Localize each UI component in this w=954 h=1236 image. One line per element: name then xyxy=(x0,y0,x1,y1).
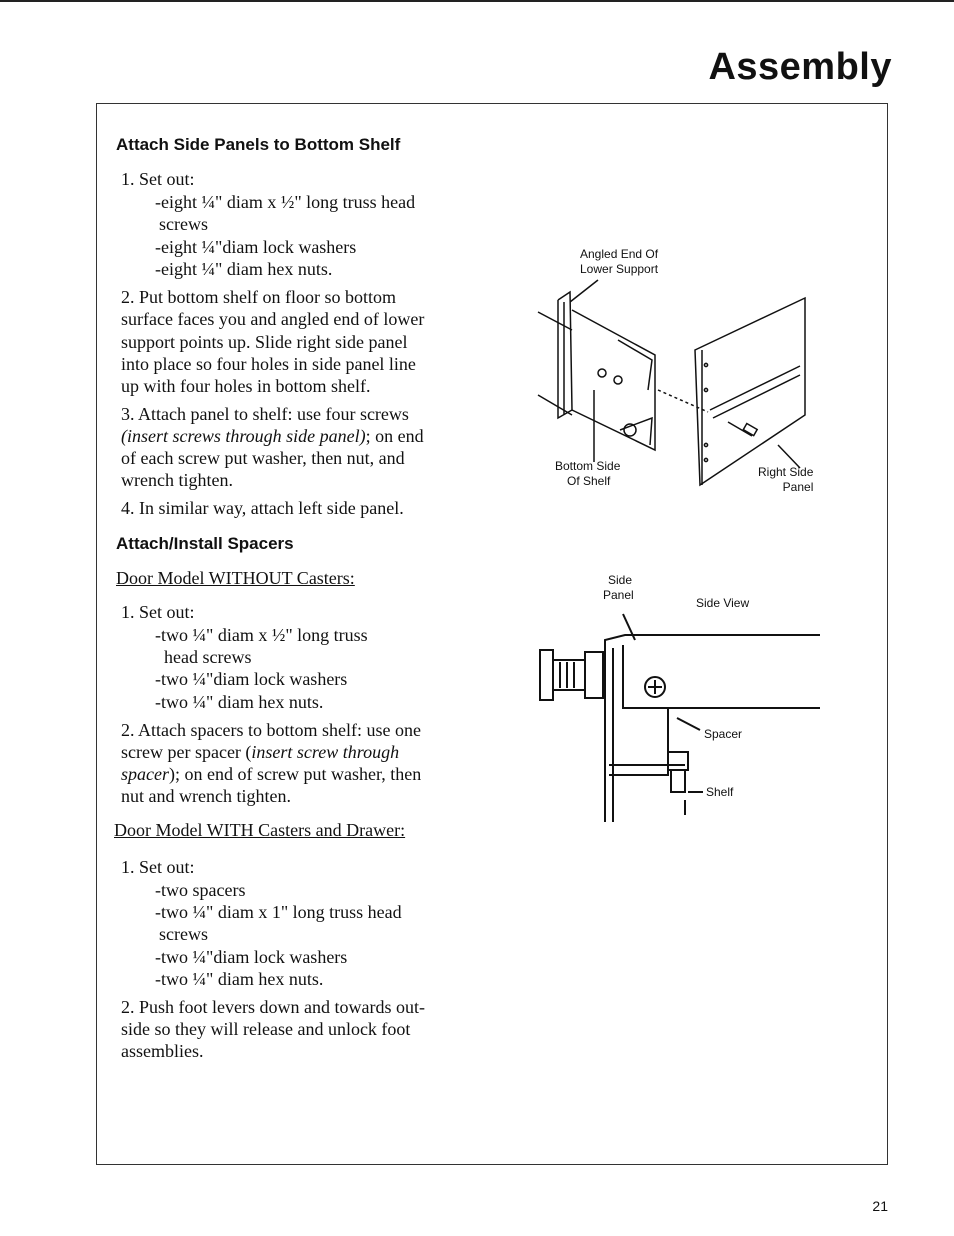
page-number: 21 xyxy=(872,1198,888,1214)
label-line: Right Side xyxy=(758,465,814,479)
item-text: -two ¼" diam x 1" long truss head xyxy=(155,902,402,922)
item-text: -two ¼"diam lock washers xyxy=(155,947,348,967)
step-2-line: nut and wrench tighten. xyxy=(121,786,291,806)
label-side-view: Side View xyxy=(696,596,750,610)
step-2-line: assemblies. xyxy=(121,1041,204,1061)
step-2-line: surface faces you and angled end of lower xyxy=(121,309,425,329)
label-bottom-side xyxy=(555,459,620,489)
figure-spacer-side-view xyxy=(535,600,825,830)
label-line: Side xyxy=(608,573,633,587)
step-2-line: into place so four holes in side panel line xyxy=(121,354,416,374)
item-text: -two ¼" diam x ½" long truss xyxy=(155,625,368,645)
label-side-panel xyxy=(603,573,634,603)
step-3-rest: ; on end xyxy=(365,426,424,446)
step-3-line: of each screw put washer, then nut, and xyxy=(121,448,405,468)
step-2-line: support points up. Slide right side panel xyxy=(121,332,408,352)
step-3-line: 3. Attach panel to shelf: use four screws xyxy=(121,404,409,424)
step-1-text: 1. Set out: xyxy=(121,857,195,877)
label-line: Lower Support xyxy=(580,262,659,276)
item-text: -eight ¼" diam hex nuts. xyxy=(155,259,333,279)
item-text: -two ¼" diam hex nuts. xyxy=(155,692,324,712)
label-spacer: Spacer xyxy=(704,727,743,741)
step-2-line xyxy=(121,741,399,764)
step-2-line: 2. Push foot levers down and towards out- xyxy=(121,997,425,1017)
label-line: Angled End Of xyxy=(580,247,659,261)
item-text: -two ¼"diam lock washers xyxy=(155,669,348,689)
step-1-text: 1. Set out: xyxy=(121,602,195,622)
item-text: -two ¼" diam hex nuts. xyxy=(155,969,324,989)
section-heading-spacers: Attach/Install Spacers xyxy=(116,534,294,553)
step-1-text: 1. Set out: xyxy=(121,169,195,189)
step-3-line xyxy=(121,425,424,448)
step-4-text: 4. In similar way, attach left side panel. xyxy=(121,498,404,518)
item-text: -two spacers xyxy=(155,880,246,900)
step-2-line: 2. Attach spacers to bottom shelf: use one xyxy=(121,720,421,740)
step-2-part: ); on end of screw put washer, then xyxy=(169,764,422,784)
section-heading-side-panels: Attach Side Panels to Bottom Shelf xyxy=(116,135,401,154)
item-text: screws xyxy=(159,214,208,234)
step-2-line: 2. Put bottom shelf on floor so bottom xyxy=(121,287,397,307)
step-2-line: side so they will release and unlock foot xyxy=(121,1019,411,1039)
item-text: screws xyxy=(159,924,208,944)
label-line: Panel xyxy=(782,480,814,494)
label-right-side xyxy=(758,465,813,495)
page-title: Assembly xyxy=(708,46,892,88)
step-2-part: screw per spacer ( xyxy=(121,742,252,762)
item-text: -eight ¼" diam x ½" long truss head xyxy=(155,192,416,212)
item-text: head screws xyxy=(164,647,252,667)
step-2-italic: insert screw through xyxy=(251,742,400,762)
item-text: -eight ¼"diam lock washers xyxy=(155,237,357,257)
step-2-line xyxy=(121,763,421,786)
subheading-with-casters: Door Model WITH Casters and Drawer: xyxy=(114,820,406,840)
label-angled-end xyxy=(580,247,658,277)
step-3-italic: (insert screws through side panel) xyxy=(121,426,366,446)
label-line: Of Shelf xyxy=(567,474,611,488)
step-2-italic: spacer xyxy=(121,764,169,784)
label-line: Panel xyxy=(603,588,634,602)
top-rule xyxy=(0,0,954,2)
label-shelf: Shelf xyxy=(706,785,734,799)
label-line: Bottom Side xyxy=(555,459,621,473)
step-3-line: wrench tighten. xyxy=(121,470,233,490)
subheading-without-casters: Door Model WITHOUT Casters: xyxy=(116,568,355,588)
step-2-line: up with four holes in bottom shelf. xyxy=(121,376,371,396)
